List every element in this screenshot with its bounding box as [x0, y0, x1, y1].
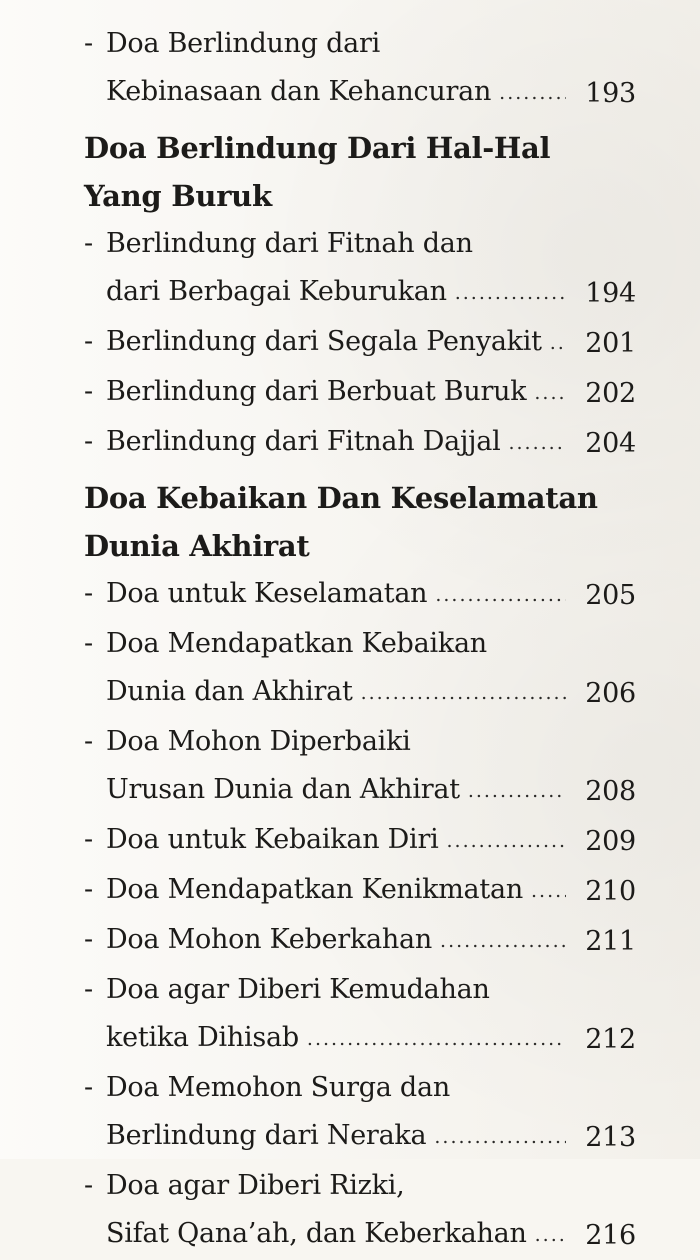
- list-dash: -: [84, 228, 93, 259]
- toc-entry: [84, 368, 636, 418]
- dot-leader: [307, 1015, 566, 1063]
- entry-text: dari Berbagai Keburukan: [106, 276, 447, 307]
- toc-entry: [84, 20, 636, 118]
- entry-line: Doa agar Diberi Kemudahan: [106, 974, 490, 1005]
- heading-line: Dunia Akhirat: [84, 529, 310, 563]
- dot-leader: [535, 1211, 566, 1259]
- entry-last-line: [106, 68, 566, 118]
- section-heading: [84, 474, 636, 570]
- list-dash: -: [84, 28, 93, 59]
- entry-last-line: [106, 816, 566, 866]
- list-dash: -: [84, 924, 93, 955]
- entry-last-line: [106, 368, 566, 418]
- entry-last-line: [106, 570, 566, 620]
- entry-lines: [106, 220, 566, 318]
- dot-leader: [531, 867, 566, 915]
- heading-line: Yang Buruk: [84, 179, 272, 213]
- entry-text: Doa Mendapatkan Kenikmatan: [106, 874, 523, 905]
- entry-last-line: [106, 668, 566, 718]
- toc-entry: [84, 718, 636, 816]
- entry-text: Berlindung dari Segala Penyakit: [106, 326, 542, 357]
- list-dash: -: [84, 376, 93, 407]
- dot-leader: [468, 767, 566, 815]
- entry-lines: [106, 570, 566, 620]
- table-of-contents: [84, 20, 636, 1260]
- entry-lines: [106, 20, 566, 118]
- toc-entry: [84, 418, 636, 468]
- page-number: 216: [585, 1220, 636, 1251]
- dot-leader: [440, 917, 566, 965]
- entry-lines: [106, 816, 566, 866]
- page-number: 208: [585, 776, 636, 807]
- entry-text: Berlindung dari Neraka: [106, 1120, 427, 1151]
- page-number: 210: [585, 876, 636, 907]
- entry-line: Doa Memohon Surga dan: [106, 1072, 450, 1103]
- heading-line: Doa Kebaikan Dan Keselamatan: [84, 481, 598, 515]
- entry-lines: [106, 620, 566, 718]
- page-number: 211: [585, 926, 636, 957]
- entry-line: Berlindung dari Fitnah dan: [106, 228, 473, 259]
- toc-entry: [84, 816, 636, 866]
- dot-leader: [499, 69, 566, 117]
- toc-entry: [84, 866, 636, 916]
- entry-line: Doa Mendapatkan Kebaikan: [106, 628, 487, 659]
- page-number: 212: [585, 1024, 636, 1055]
- list-dash: -: [84, 874, 93, 905]
- toc-entry: [84, 318, 636, 368]
- entry-text: Doa untuk Keselamatan: [106, 578, 428, 609]
- page-number: 209: [585, 826, 636, 857]
- entry-text: Doa untuk Kebaikan Diri: [106, 824, 439, 855]
- list-dash: -: [84, 326, 93, 357]
- entry-lines: [106, 1064, 566, 1162]
- entry-last-line: [106, 1210, 566, 1260]
- entry-text: ketika Dihisab: [106, 1022, 299, 1053]
- page-number: 194: [585, 278, 636, 309]
- toc-entry: [84, 570, 636, 620]
- list-dash: -: [84, 1072, 93, 1103]
- list-dash: -: [84, 824, 93, 855]
- entry-text: Kebinasaan dan Kehancuran: [106, 76, 492, 107]
- page-number: 206: [585, 678, 636, 709]
- dot-leader: [534, 369, 566, 417]
- entry-last-line: [106, 318, 566, 368]
- dot-leader: [435, 571, 566, 619]
- toc-entry: [84, 916, 636, 966]
- entry-last-line: [106, 418, 566, 468]
- list-dash: -: [84, 974, 93, 1005]
- entry-last-line: [106, 268, 566, 318]
- entry-last-line: [106, 1014, 566, 1064]
- entry-line: Doa agar Diberi Rizki,: [106, 1170, 405, 1201]
- entry-text: Berlindung dari Fitnah Dajjal: [106, 426, 501, 457]
- dot-leader: [434, 1113, 566, 1161]
- entry-last-line: [106, 866, 566, 916]
- entry-line: Doa Mohon Diperbaiki: [106, 726, 411, 757]
- list-dash: -: [84, 578, 93, 609]
- list-dash: -: [84, 726, 93, 757]
- entry-lines: [106, 718, 566, 816]
- entry-text: Urusan Dunia dan Akhirat: [106, 774, 460, 805]
- entry-text: Berlindung dari Berbuat Buruk: [106, 376, 527, 407]
- list-dash: -: [84, 628, 93, 659]
- entry-lines: [106, 966, 566, 1064]
- toc-entry: [84, 220, 636, 318]
- toc-entry: [84, 1064, 636, 1162]
- entry-last-line: [106, 766, 566, 816]
- entry-lines: [106, 916, 566, 966]
- entry-line: Doa Berlindung dari: [106, 28, 381, 59]
- page-number: 201: [585, 328, 636, 359]
- page-number: 213: [585, 1122, 636, 1153]
- dot-leader: [361, 669, 566, 717]
- dot-leader: [550, 319, 566, 367]
- dot-leader: [447, 817, 567, 865]
- page-number: 193: [585, 78, 636, 109]
- list-dash: -: [84, 426, 93, 457]
- entry-last-line: [106, 1112, 566, 1162]
- entry-lines: [106, 418, 566, 468]
- toc-entry: [84, 620, 636, 718]
- page-number: 202: [585, 378, 636, 409]
- page-number: 204: [585, 428, 636, 459]
- dot-leader: [508, 419, 566, 467]
- entry-lines: [106, 318, 566, 368]
- entry-lines: [106, 368, 566, 418]
- toc-entry: [84, 1162, 636, 1260]
- page-number: 205: [585, 580, 636, 611]
- section-heading: [84, 124, 636, 220]
- toc-entry: [84, 966, 636, 1064]
- entry-lines: [106, 866, 566, 916]
- dot-leader: [455, 269, 566, 317]
- entry-last-line: [106, 916, 566, 966]
- entry-text: Dunia dan Akhirat: [106, 676, 353, 707]
- entry-text: Sifat Qana’ah, dan Keberkahan: [106, 1218, 527, 1249]
- entry-lines: [106, 1162, 566, 1260]
- heading-line: Doa Berlindung Dari Hal-Hal: [84, 131, 551, 165]
- entry-text: Doa Mohon Keberkahan: [106, 924, 433, 955]
- list-dash: -: [84, 1170, 93, 1201]
